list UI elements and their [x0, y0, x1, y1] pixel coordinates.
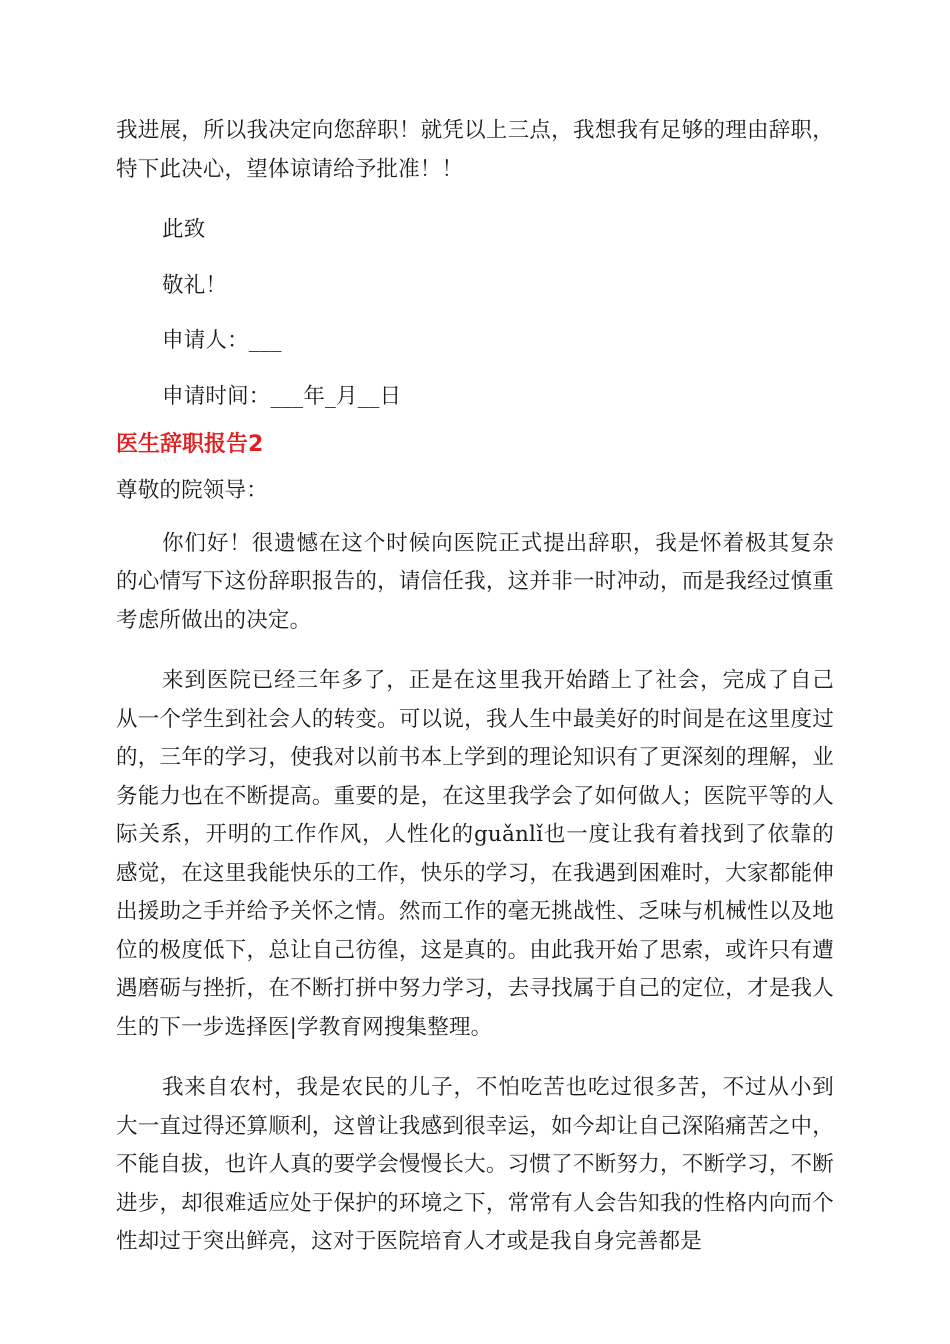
closing-salute: 此致 [162, 217, 206, 242]
greeting: 尊敬的院领导： [116, 478, 268, 503]
section-title: 医生辞职报告2 [116, 432, 264, 457]
document-body [116, 112, 834, 1262]
body-paragraph: 来到医院已经三年多了，正是在这里我开始踏上了社会，完成了自己从一个学生到社会人的转变。可以说，我人生中最美好的时间是在这里度过的，三年的学习，使我对以前书本上学到的理论知识有了更深刻的理解，业务能力也在不断提高。重要的是，在这里我学会了如何做人；医院平等的人际关系，开明的工作作风，人性化的guǎnlǐ也一度让我有着找到了依靠的感觉，在这里我能快乐的工作，快乐的学习，在我遇到困难时，大家都能伸出援助之手并给予关怀之情。然而工作的毫无挑战性、乏味与机械性以及地位的极度低下，总让自己彷徨，这是真的。由此我开始了思索，或许只有遭遇磨砺与挫折，在不断打拼中努力学习，去寻找属于自己的定位，才是我人生的下一步选择医|学教育网搜集整理。 [116, 668, 834, 1040]
closing-respect: 敬礼！ [162, 272, 228, 298]
continuation-paragraph: 我进展，所以我决定向您辞职！就凭以上三点，我想我有足够的理由辞职，特下此决心，望体谅请给予批准！！ [116, 118, 834, 182]
body-paragraph: 我来自农村，我是农民的儿子，不怕吃苦也吃过很多苦，不过从小到大一直过得还算顺利，这曾让我感到很幸运，如今却让自己深陷痛苦之中，不能自拔，也许人真的要学会慢慢长大。习惯了不断努力，不断学习，不断进步，却很难适应处于保护的环境之下，常常有人会告知我的性格内向而个性却过于突出鲜亮，这对于医院培育人才或是我自身完善都是 [116, 1075, 834, 1254]
applicant-line: 申请人：___ [162, 328, 282, 353]
body-paragraph: 你们好！很遗憾在这个时候向医院正式提出辞职，我是怀着极其复杂的心情写下这份辞职报告的，请信任我，这并非一时冲动，而是我经过慎重考虑所做出的决定。 [116, 530, 834, 633]
date-line: 申请时间：___年_月__日 [162, 383, 402, 409]
